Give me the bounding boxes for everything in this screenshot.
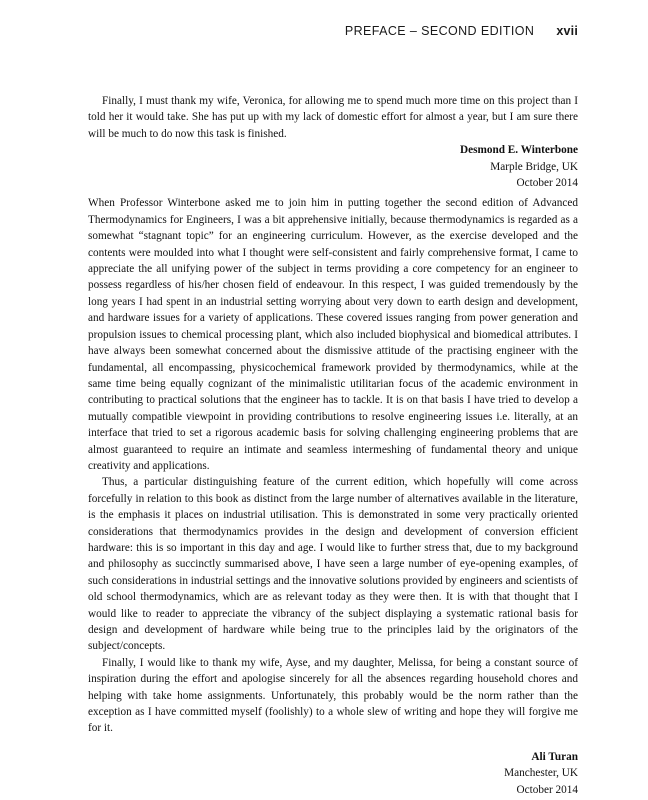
signature-name: Desmond E. Winterbone [459, 144, 578, 157]
second-part-paragraph-1: When Professor Winterbone asked me to join him in putting together the second edition of Advanced Thermodynamics for Engineers, I was a bit apprehensive initially, because thermodynamics is regarded as a somewhat “stagnant topic” for an engineering curriculum. However, as the exercise developed and the contents were moulded into what I thought were self-consistent and fairly comprehensive format, I came to appreciate the all unifying power of the subject in terms providing a core competency for an engineer to possess regardless of his/her chosen field of endeavour. In this respect, I was guided tremendously by the long years I had spent in an industrial setting worrying about very down to earth design and development, and hardware issues for a variety of applications. These covered issues ranging from power generation and propulsion issues to chemical processing plant, which also included biophysical and biomedical attributes. I have always been somewhat concerned about the dismissive attitude of the practising engineer with the fundamental, all encompassing, physicochemical framework provided by thermodynamics, while at the same time being equally cognizant of the minimalistic utilitarian focus of the academic environment in contributing to practical solutions that the engineer has to tackle. It is on that basis I have tried to develop a mutually compatible viewpoint in providing contributions to resolve engineering issues i.e. literally, at an interface that tried to set a rigorous academic basis for solving challenging engineering problems that are almost guaranteed to require an intimate and seamless intermeshing of fundamental theory and unique creativity and applications. [88, 197, 578, 472]
second-part-paragraph-3: Finally, I would like to thank my wife, Ayse, and my daughter, Melissa, for being a constant source of inspiration during the effort and apologise sincerely for all the absences regarding household chores and helping with take home assignments. Unfortunately, this probably would be the norm rather than the exception as I have committed myself (foolishly) to a whole slew of writing and hope they will forgive me for it. [88, 656, 578, 735]
spacer [88, 737, 578, 749]
signature-date: October 2014 [516, 177, 578, 190]
signature-name: Ali Turan [531, 750, 578, 763]
signature-location: Manchester, UK [504, 767, 578, 780]
running-head [0, 24, 578, 38]
page-number: xvii [556, 24, 578, 38]
running-title: PREFACE – SECOND EDITION [344, 24, 535, 38]
signature-winterbone [88, 142, 578, 191]
signature-turan [88, 749, 578, 798]
page-body [88, 93, 578, 798]
signature-date: October 2014 [516, 783, 578, 796]
signature-location: Marple Bridge, UK [490, 160, 578, 173]
second-part-paragraph-2: Thus, a particular distinguishing feature of the current edition, which hopefully will come across forcefully in relation to this book as distinct from the large number of alternatives available in the literature, is the emphasis it places on industrial utilisation. This is demonstrated in some very practically oriented considerations that thermodynamics provides in the design and development of conversion efficient hardware: this is so important in this day and age. I would like to further stress that, due to my background and philosophy as succinctly summarised above, I have seen a large number of eye-opening examples, of such considerations in industrial settings and the innovative solutions provided by engineers and scientists of old school thermodynamics, which are as relevant today as they were then. It is with that thought that I would like to reader to appreciate the vibrancy of the subject displaying a systematic rational basis for design and development of hardware while being true to the principles laid by the originators of the subject/concepts. [88, 476, 578, 653]
first-part-paragraph: Finally, I must thank my wife, Veronica, for allowing me to spend much more time on this project than I told her it would take. She has put up with my lack of domestic effort for almost a year, but I am sure there will be much to do now this task is finished. [88, 95, 578, 140]
